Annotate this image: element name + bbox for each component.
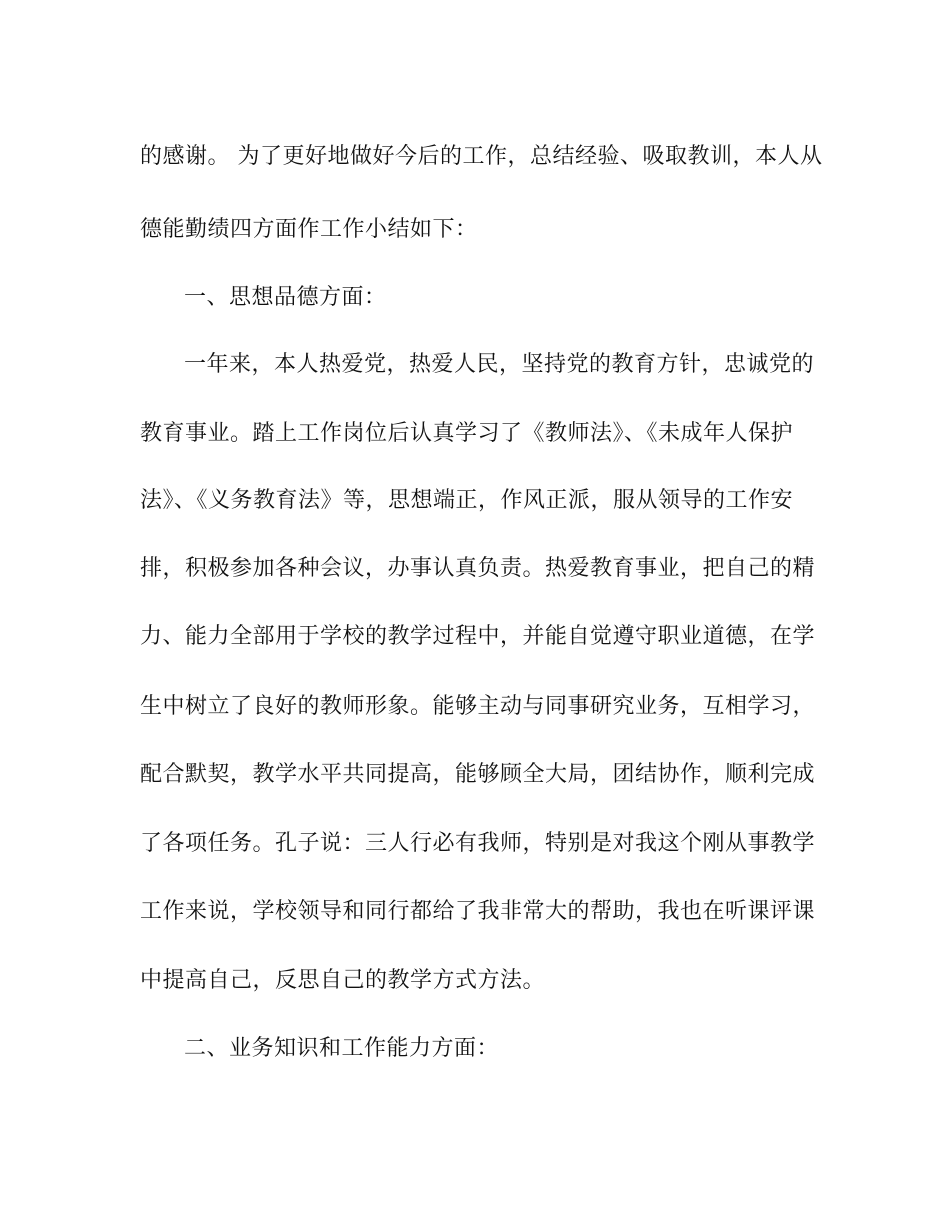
text-line: 力、能力全部用于学校的教学过程中，并能自觉遵守职业道德，在学 [140,624,816,649]
text-line: 配合默契，教学水平共同提高，能够顾全大局，团结协作，顺利完成 [140,762,816,787]
text-line: 法》、《义务教育法》等，思想端正，作风正派，服从领导的工作安 [140,488,794,513]
text-line: 的感谢。 为了更好地做好今后的工作，总结经验、吸取教训，本人从 [140,144,823,169]
text-line: 工作来说，学校领导和同行都给了我非常大的帮助，我也在听课评课 [140,899,816,924]
text-line: 排，积极参加各种会议，办事认真负责。热爱教育事业，把自己的精 [140,556,816,581]
text-line: 一年来，本人热爱党，热爱人民，坚持党的教育方针，忠诚党的 [184,352,815,377]
text-line: 生中树立了良好的教师形象。能够主动与同事研究业务，互相学习， [140,694,816,719]
text-line: 了各项任务。孔子说：三人行必有我师，特别是对我这个刚从事教学 [140,831,816,856]
text-line: 中提高自己，反思自己的教学方式方法。 [140,968,546,993]
section-heading: 二、业务知识和工作能力方面： [184,1036,500,1061]
text-line: 德能勤绩四方面作工作小结如下： [140,217,478,242]
section-heading: 一、思想品德方面： [184,285,387,310]
text-line: 教育事业。踏上工作岗位后认真学习了《教师法》、《未成年人保护 [140,421,794,446]
